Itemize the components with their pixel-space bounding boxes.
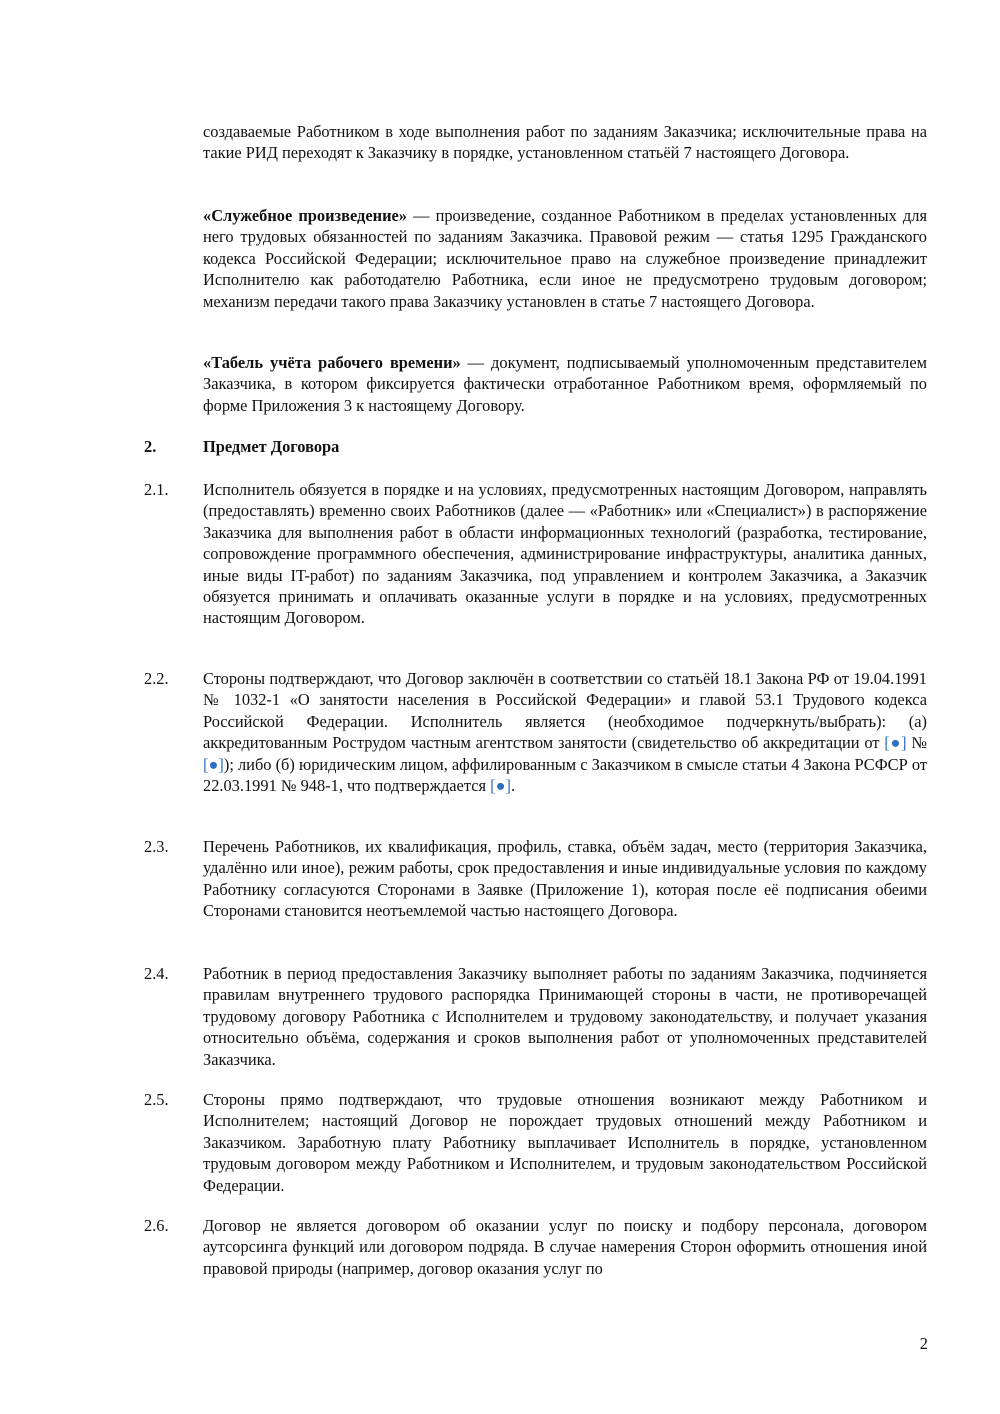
clause-text: Исполнитель обязуется в порядке и на условиях, предусмотренных настоящим Договором, направлять (предоставлять) временно своих Работников (далее — «Работник» или «Специалист») в распоряжение Заказчика для выполнения работ в области информационных технологий (разработка, тестирование, сопровождение программного обеспечения, администрирование инфраструктуры, аналитика данных, иные виды IT-работ) по заданиям Заказчика, под управлением и контролем Заказчика, а Заказчик обязуется принимать и оплачивать оказанные услуги в порядке и на условиях, предусмотренных настоящим Договором. bbox=[203, 480, 927, 628]
clause-text: Стороны прямо подтверждают, что трудовые отношения возникают между Работником и Исполнителем; настоящий Договор не порождает трудовых отношений между Работником и Заказчиком. Заработную плату Работнику выплачивает Исполнитель в порядке, установленном трудовым договором между Работником и Исполнителем, и трудовым законодательством Российской Федерации. bbox=[203, 1090, 927, 1195]
clause-number: 2.1. bbox=[144, 480, 169, 499]
clause bbox=[144, 1089, 927, 1196]
placeholder-field: [●] bbox=[203, 754, 224, 774]
section-number: 2. bbox=[144, 437, 157, 456]
defined-term: «Табель учёта рабочего времени» bbox=[203, 353, 461, 372]
placeholder-field: [●] bbox=[884, 733, 907, 753]
clause-text-part: № bbox=[906, 733, 927, 753]
clause-number: 2.2. bbox=[144, 669, 169, 688]
clause bbox=[144, 479, 927, 629]
clause bbox=[144, 1215, 927, 1279]
definition-paragraph bbox=[203, 205, 927, 312]
clause-text: Работник в период предоставления Заказчику выполняет работы по заданиям Заказчика, подчиняется правилам внутреннего трудового распорядка Принимающей стороны в части, не противоречащей трудовому договору Работника с Исполнителем и трудовому законодательству, и получает указания относительно объёма, содержания и сроков выполнения работ от уполномоченных представителей Заказчика. bbox=[203, 964, 927, 1069]
clause-text bbox=[203, 668, 927, 796]
placeholder-field: [●] bbox=[490, 776, 511, 796]
defined-term: «Служебное произведение» bbox=[203, 206, 407, 225]
clause-text: Договор не является договором об оказании услуг по поиску и подбору персонала, договором аутсорсинга функций или договором подряда. В случае намерения Сторон оформить отношения иной правовой природы (например, договор оказания услуг по bbox=[203, 1216, 927, 1278]
clause bbox=[144, 668, 927, 796]
definition-text: — произведение, созданное Работником в пределах установленных для него трудовых обязанностей по заданиям Заказчика. Правовой режим — статья 1295 Гражданского кодекса Российской Федерации; исключительное право на служебное произведение принадлежит Исполнителю как работодателю Работника, если иное не предусмотрено трудовым договором; механизм передачи такого права Заказчику установлен в статье 7 настоящего Договора. bbox=[203, 206, 927, 311]
clause-number: 2.6. bbox=[144, 1216, 169, 1235]
definition-paragraph bbox=[203, 352, 927, 416]
continuation-paragraph: создаваемые Работником в ходе выполнения работ по заданиям Заказчика; исключительные права на такие РИД переходят к Заказчику в порядке, установленном статьёй 7 настоящего Договора. bbox=[203, 122, 927, 163]
clause-text-part: Стороны подтверждают, что Договор заключён в соответствии со статьёй 18.1 Закона РФ от 19.04.1991 № 1032-1 «О занятости населения в Российской Федерации» и главой 53.1 Трудового кодекса Российской Федерации. Исполнитель является (необходимое подчеркнуть/выбрать): (а) аккредитованным Рострудом частным агентством занятости (свидетельство об аккредитации от bbox=[203, 669, 927, 753]
clause-number: 2.3. bbox=[144, 837, 169, 856]
clause-text: Перечень Работников, их квалификация, профиль, ставка, объём задач, место (территория Заказчика, удалённо или иное), режим работы, срок предоставления и иные индивидуальные условия по каждому Работнику согласуются Сторонами в Заявке (Приложение 1), которая после её подписания обеими Сторонами становится неотъемлемой частью настоящего Договора. bbox=[203, 837, 927, 921]
clause-number: 2.4. bbox=[144, 964, 169, 983]
definition-text: — документ, подписываемый уполномоченным представителем Заказчика, в котором фиксируется фактически отработанное Работником время, оформляемый по форме Приложения 3 к настоящему Договору. bbox=[203, 353, 927, 415]
section-title: Предмет Договора bbox=[203, 437, 340, 456]
section-heading bbox=[144, 436, 927, 457]
clause bbox=[144, 963, 927, 1070]
clause-text-part: ); либо (б) юридическим лицом, аффилированным с Заказчиком в смысле статьи 4 Закона РСФСР от 22.03.1991 № 948-1, что подтверждается bbox=[203, 754, 927, 796]
page-number: 2 bbox=[919, 1334, 928, 1353]
clause-text-part: . bbox=[510, 776, 516, 796]
clause-number: 2.5. bbox=[144, 1090, 169, 1109]
clause bbox=[144, 836, 927, 922]
